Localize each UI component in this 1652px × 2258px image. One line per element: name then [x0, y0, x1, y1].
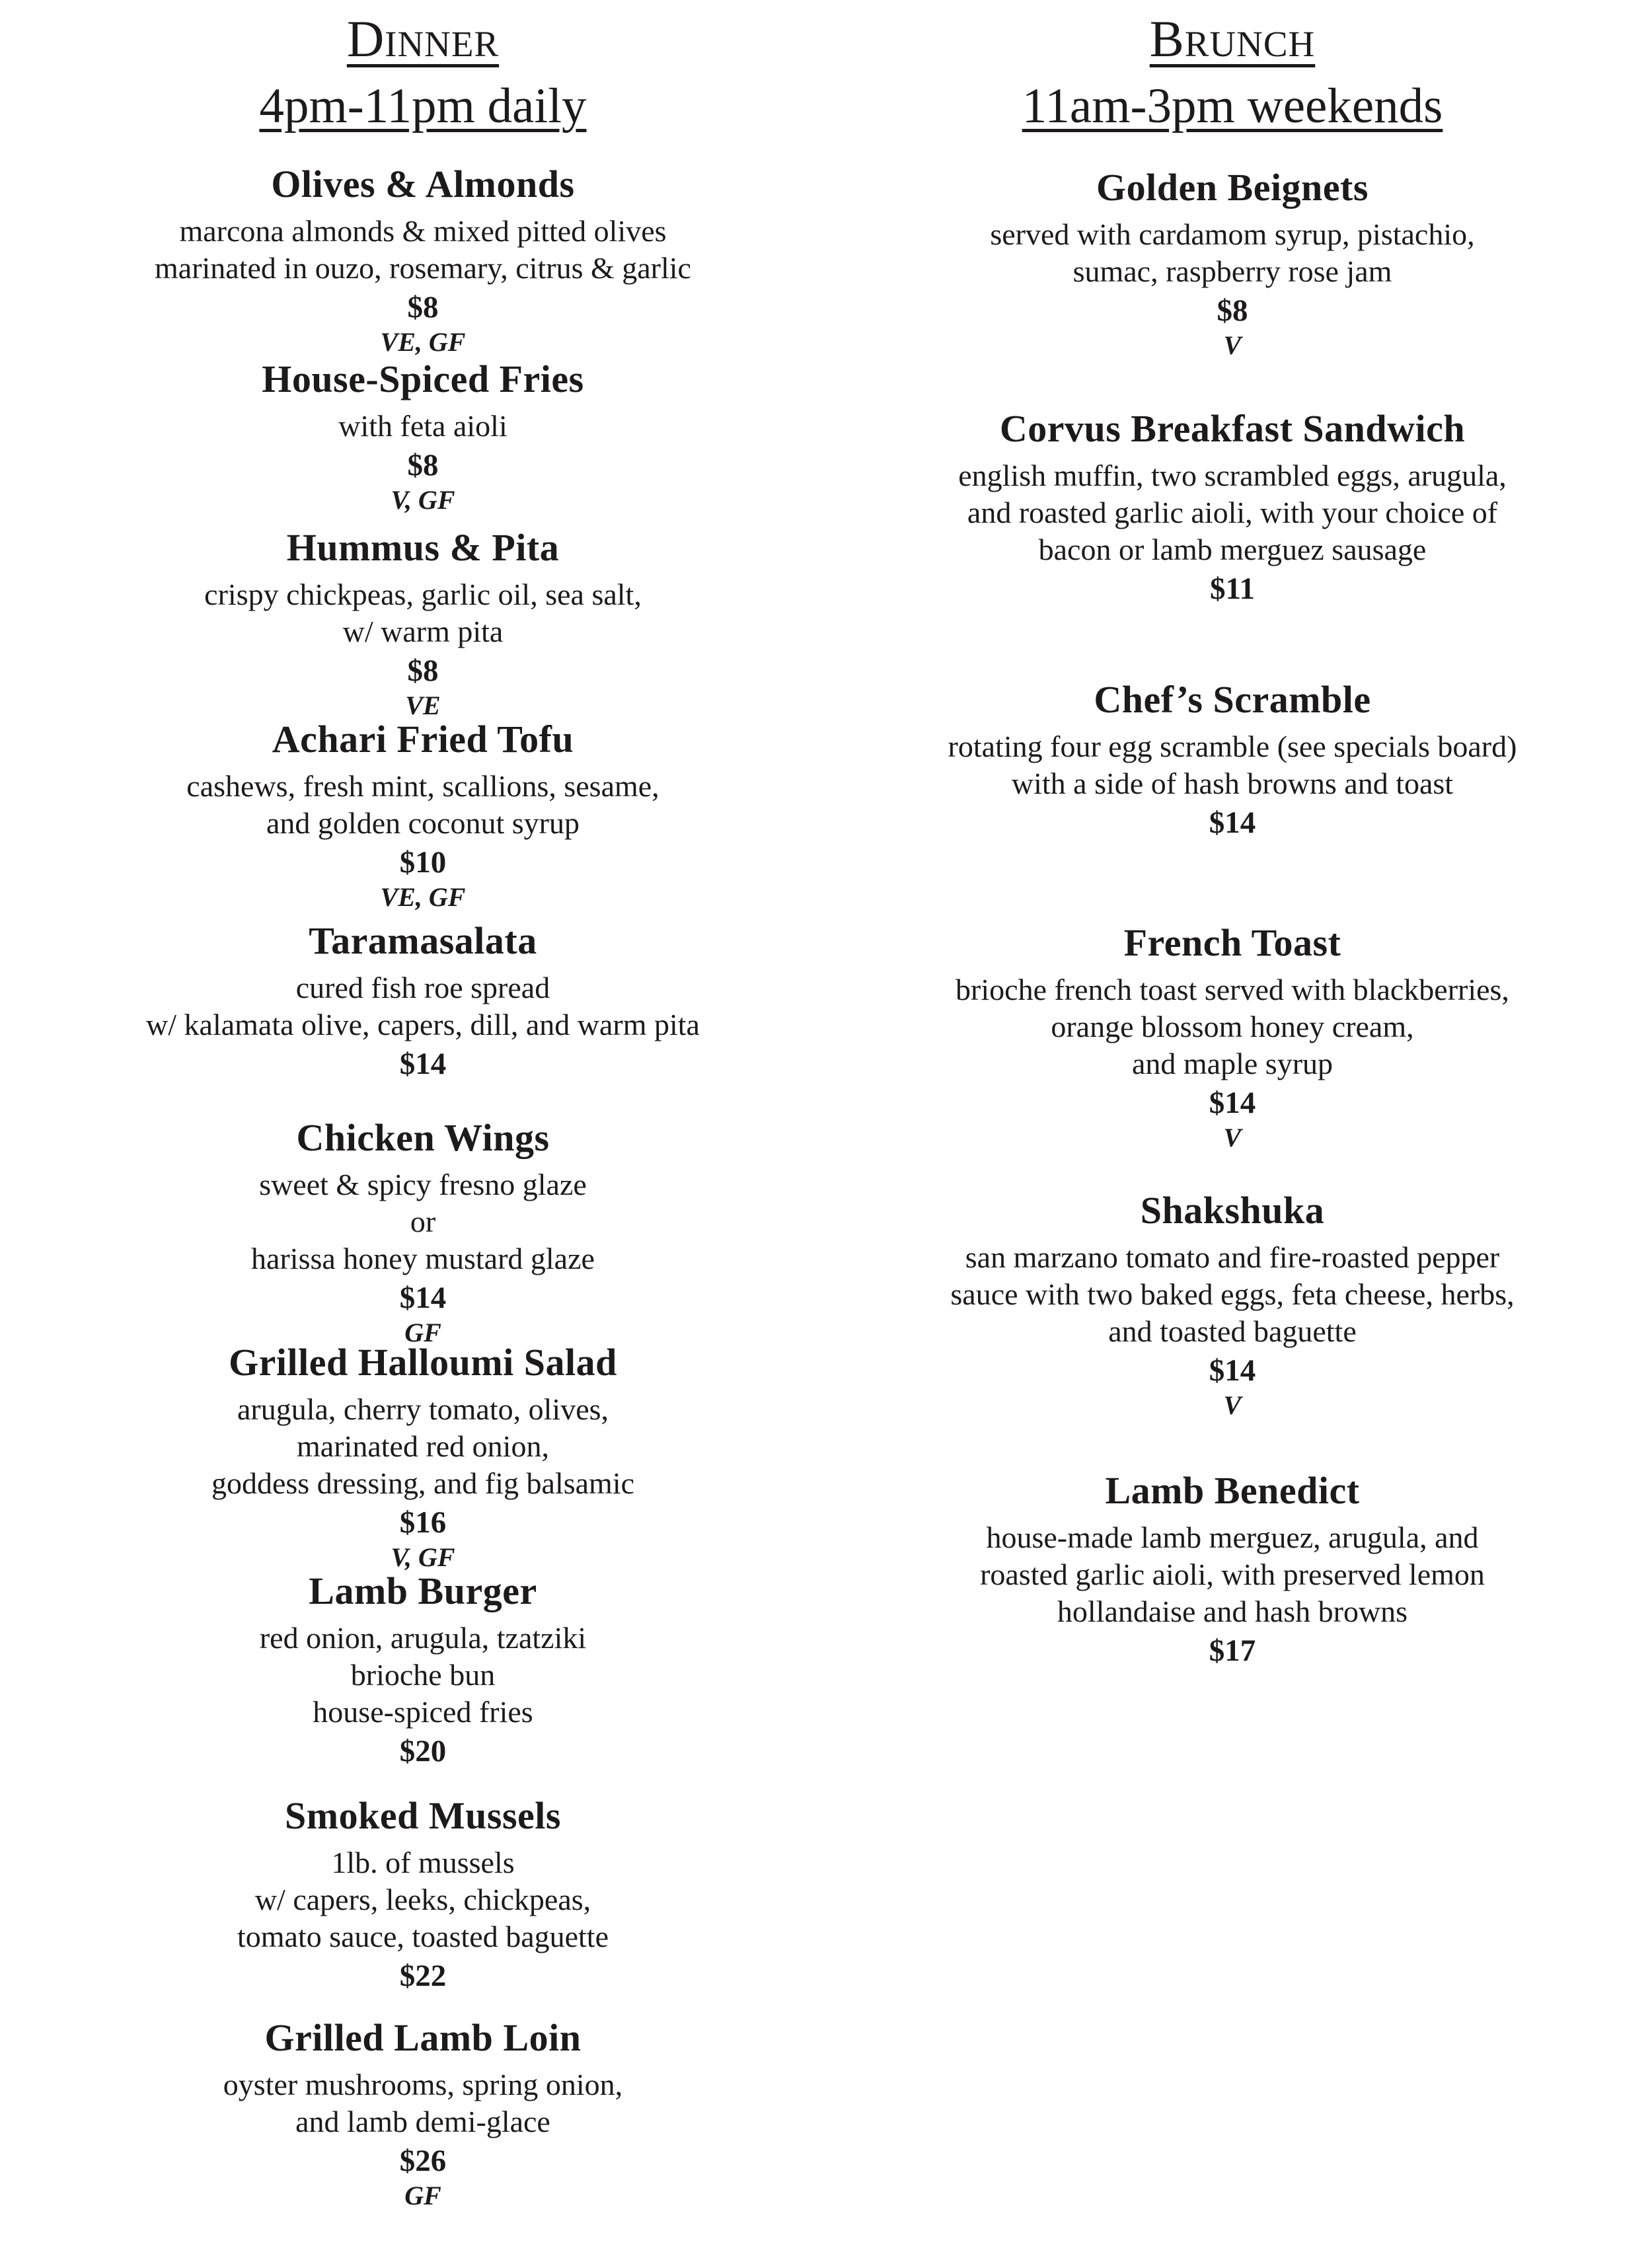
brunch-section-hours: [819, 78, 1645, 135]
item-price: $8: [407, 654, 439, 689]
item-description-line: harissa honey mustard glaze: [251, 1242, 595, 1276]
item-description-line: crispy chickpeas, garlic oil, sea salt,: [204, 578, 642, 611]
menu-item-french-toast: [819, 921, 1645, 1153]
item-price: $10: [399, 845, 447, 880]
item-description-line: w/ warm pita: [342, 615, 504, 649]
menu-item-chicken-wings: [10, 1115, 836, 1348]
menu-item-chefs-scramble: [819, 677, 1645, 841]
item-name: Grilled Halloumi Salad: [229, 1341, 617, 1384]
menu-item-lamb-burger: [10, 1569, 836, 1769]
brunch-section-header: [819, 9, 1645, 135]
item-description-line: with a side of hash browns and toast: [1011, 767, 1454, 801]
item-description-line: san marzano tomato and fire-roasted pepper: [965, 1240, 1500, 1274]
brunch-hours-text: 11am-3pm weekends: [1022, 79, 1443, 133]
item-price: $14: [399, 1281, 447, 1316]
item-description-line: served with cardamom syrup, pistachio,: [990, 217, 1475, 251]
item-description-line: marcona almonds & mixed pitted olives: [179, 214, 667, 248]
item-description-line: brioche french toast served with blackberries,: [956, 973, 1509, 1006]
item-description-line: sauce with two baked eggs, feta cheese, herbs,: [950, 1277, 1515, 1312]
item-dietary-tags: VE: [405, 691, 441, 721]
item-name: Achari Fried Tofu: [272, 718, 574, 761]
item-description-line: w/ capers, leeks, chickpeas,: [254, 1883, 591, 1917]
item-description-line: tomato sauce, toasted baguette: [237, 1920, 609, 1954]
item-description-line: cured fish roe spread: [295, 971, 550, 1004]
item-dietary-tags: VE, GF: [380, 882, 466, 913]
brunch-section-title: Brunch: [1149, 10, 1316, 67]
dinner-column: [10, 0, 836, 2211]
item-description-line: red onion, arugula, tzatziki: [259, 1621, 587, 1655]
item-name: House-Spiced Fries: [262, 358, 584, 400]
item-name: Shakshuka: [1140, 1189, 1325, 1232]
item-price: $14: [1209, 806, 1256, 841]
item-description-line: bacon or lamb merguez sausage: [1038, 533, 1427, 567]
menu-item-lamb-benedict: [819, 1468, 1645, 1669]
item-description-line: w/ kalamata olive, capers, dill, and warm pita: [146, 1008, 700, 1042]
item-name: Olives & Almonds: [271, 163, 575, 206]
item-description-line: rotating four egg scramble (see specials board): [948, 730, 1517, 763]
item-description-line: 1lb. of mussels: [331, 1846, 515, 1879]
item-dietary-tags: V: [1223, 330, 1242, 361]
item-price: $14: [399, 1047, 447, 1082]
item-description-line: english muffin, two scrambled eggs, arugula,: [958, 459, 1507, 492]
menu-item-shakshuka: [819, 1188, 1645, 1421]
menu-item-olives-almonds: [10, 162, 836, 358]
dinner-hours-text: 4pm-11pm daily: [259, 79, 587, 133]
item-price: $17: [1209, 1634, 1256, 1669]
item-dietary-tags: GF: [404, 1318, 441, 1348]
item-description-line: orange blossom honey cream,: [1051, 1010, 1414, 1044]
dinner-section-header: [10, 9, 836, 135]
item-description-line: sweet & spicy fresno glaze: [259, 1168, 587, 1201]
item-description-line: or: [410, 1205, 436, 1239]
item-description-line: goddess dressing, and fig balsamic: [211, 1466, 635, 1501]
item-description-line: and maple syrup: [1131, 1047, 1333, 1081]
item-name: Corvus Breakfast Sandwich: [999, 407, 1466, 450]
item-description-line: roasted garlic aioli, with preserved lemon: [980, 1558, 1485, 1592]
item-description-line: with feta aioli: [338, 409, 507, 443]
item-name: French Toast: [1123, 921, 1341, 964]
menu-item-golden-beignets: [819, 165, 1645, 361]
item-description-line: house-spiced fries: [313, 1695, 533, 1729]
item-price: $8: [1217, 293, 1248, 328]
menu-item-achari-fried-tofu: [10, 717, 836, 913]
menu-item-taramasalata: [10, 919, 836, 1082]
item-name: Taramasalata: [309, 919, 537, 962]
item-description-line: house-made lamb merguez, arugula, and: [986, 1521, 1479, 1554]
item-name: Grilled Lamb Loin: [264, 2016, 582, 2059]
item-name: Lamb Benedict: [1105, 1469, 1360, 1512]
item-dietary-tags: VE, GF: [380, 327, 466, 358]
menu-item-house-spiced-fries: [10, 357, 836, 515]
item-name: Chicken Wings: [296, 1116, 550, 1159]
item-price: $16: [399, 1505, 447, 1540]
item-description-line: cashews, fresh mint, scallions, sesame,: [186, 769, 659, 803]
item-description-line: oyster mushrooms, spring onion,: [223, 2068, 623, 2101]
item-price: $11: [1210, 572, 1255, 607]
item-description-line: sumac, raspberry rose jam: [1072, 254, 1392, 289]
item-name: Lamb Burger: [309, 1569, 537, 1612]
item-dietary-tags: V, GF: [391, 485, 455, 515]
item-description-line: and roasted garlic aioli, with your choice of: [967, 496, 1498, 530]
item-description-line: arugula, cherry tomato, olives,: [237, 1392, 609, 1426]
item-price: $26: [399, 2144, 447, 2179]
item-price: $8: [407, 290, 439, 325]
item-description-line: marinated red onion,: [297, 1429, 549, 1464]
item-name: Chef’s Scramble: [1094, 678, 1371, 721]
brunch-column: [819, 0, 1645, 1669]
item-price: $14: [1209, 1353, 1256, 1388]
item-description-line: and lamb demi-glace: [295, 2105, 550, 2139]
dinner-section-hours: [10, 78, 836, 135]
item-price: $8: [407, 448, 439, 483]
item-price: $14: [1209, 1086, 1256, 1121]
menu-item-grilled-lamb-loin: [10, 2015, 836, 2211]
item-dietary-tags: V: [1223, 1390, 1242, 1421]
item-description-line: hollandaise and hash browns: [1057, 1595, 1408, 1629]
item-price: $20: [399, 1734, 447, 1769]
item-name: Golden Beignets: [1096, 166, 1369, 209]
item-name: Smoked Mussels: [285, 1794, 561, 1837]
menu-item-corvus-breakfast-sandwich: [819, 406, 1645, 607]
menu-item-hummus-pita: [10, 525, 836, 721]
item-description-line: and golden coconut syrup: [266, 806, 580, 841]
item-description-line: and toasted baguette: [1108, 1314, 1357, 1349]
item-description-line: marinated in ouzo, rosemary, citrus & garlic: [155, 251, 691, 285]
item-name: Hummus & Pita: [286, 526, 560, 569]
item-description-line: brioche bun: [350, 1658, 496, 1692]
menu-item-smoked-mussels: [10, 1793, 836, 1994]
item-dietary-tags: V: [1223, 1123, 1242, 1153]
dinner-section-title: Dinner: [346, 10, 500, 67]
menu-item-grilled-halloumi-salad: [10, 1340, 836, 1573]
item-price: $22: [399, 1959, 447, 1994]
item-dietary-tags: V, GF: [391, 1542, 455, 1573]
item-dietary-tags: GF: [404, 2181, 441, 2211]
